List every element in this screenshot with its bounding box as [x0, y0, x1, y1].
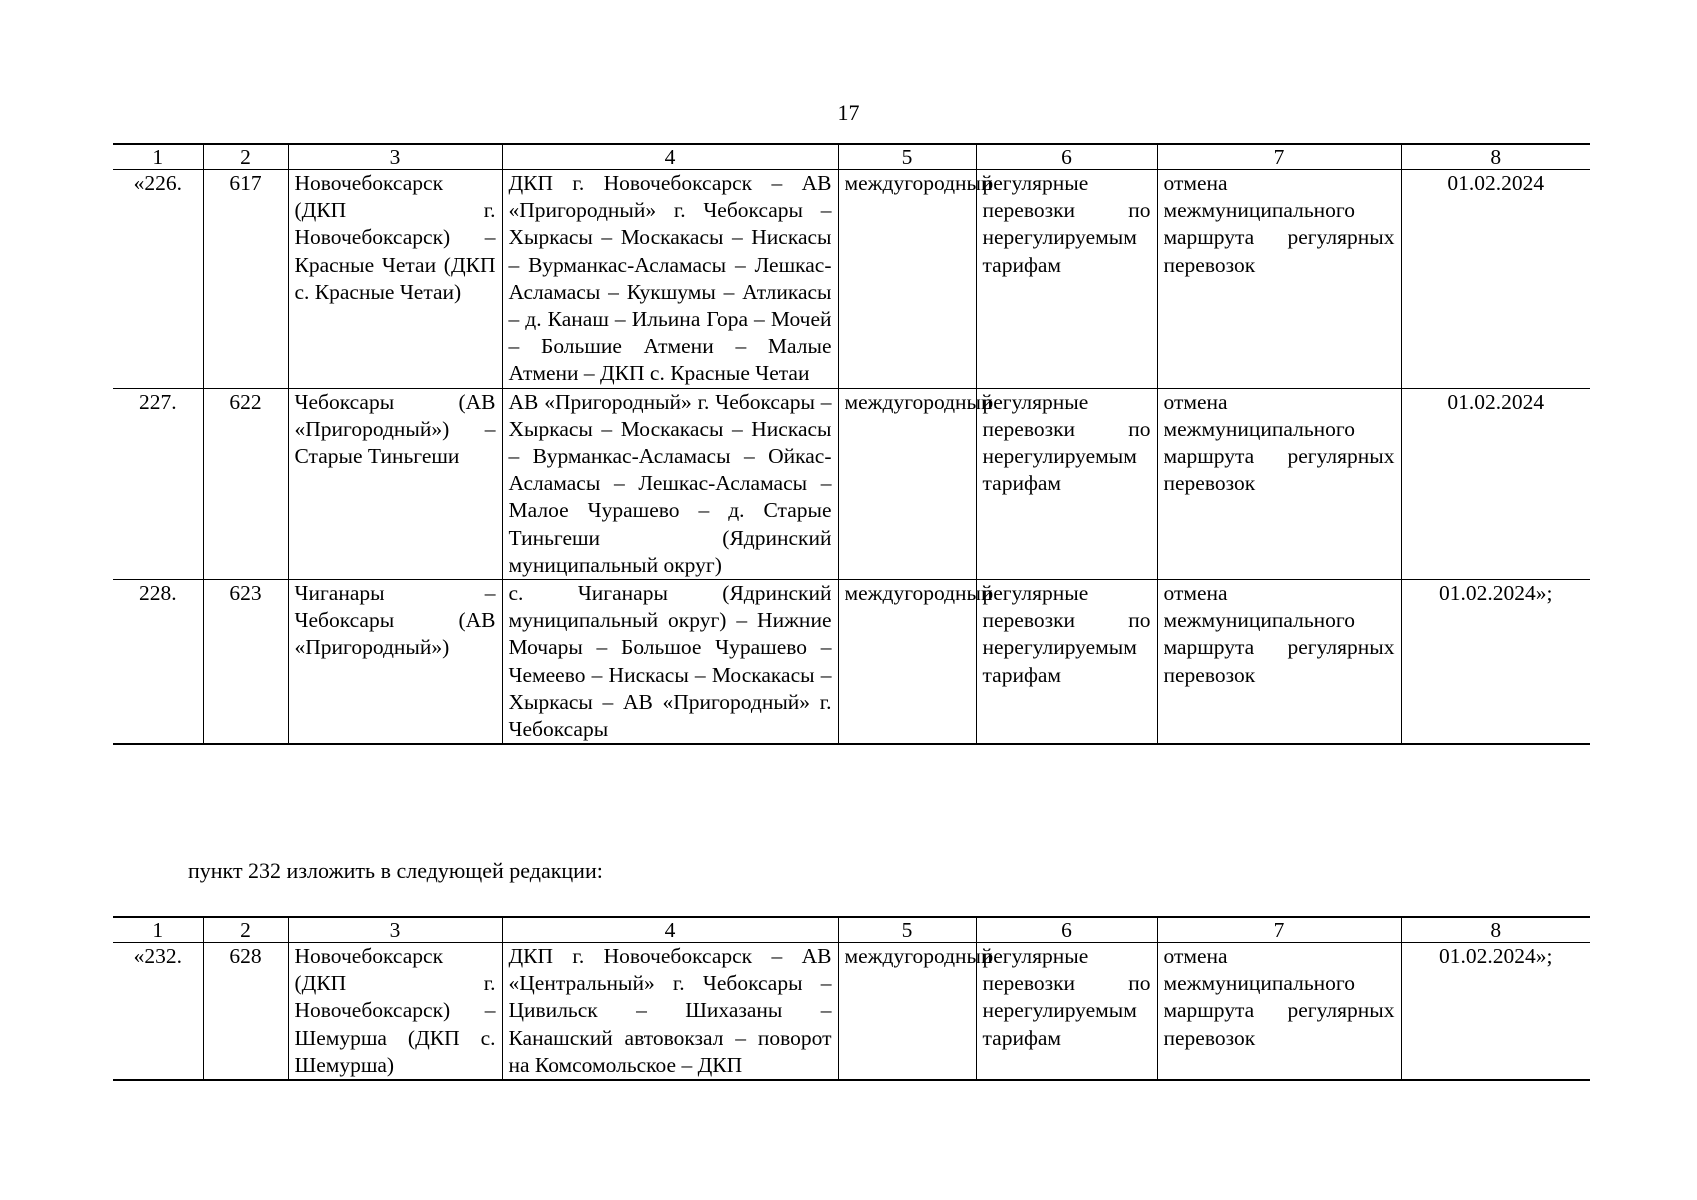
route-type-cell: междугородный — [838, 580, 976, 745]
item-number-cell: 227. — [113, 388, 203, 579]
table-row — [113, 388, 1590, 579]
column-number-row — [113, 144, 1590, 170]
route-type-cell: междугородный — [838, 170, 976, 389]
transport-mode-cell: регулярные перевозки по нерегулируемым тарифам — [976, 943, 1157, 1081]
table-row — [113, 943, 1590, 1081]
table-row — [113, 170, 1590, 389]
effective-date-cell: 01.02.2024»; — [1401, 580, 1590, 745]
column-number-header: 8 — [1401, 917, 1590, 943]
route-number-cell: 617 — [203, 170, 288, 389]
route-name-cell: Чиганары – Чебоксары (АВ «Пригородный») — [288, 580, 502, 745]
column-number-header: 4 — [502, 144, 838, 170]
route-path-cell: ДКП г. Новочебоксарск – АВ «Центральный» г. Чебоксары – Цивильск – Шихазаны – Канашский автовокзал – поворот на Комсомольское – ДКП — [502, 943, 838, 1081]
effective-date-cell: 01.02.2024 — [1401, 170, 1590, 389]
effective-date-cell: 01.02.2024»; — [1401, 943, 1590, 1081]
column-number-header: 1 — [113, 144, 203, 170]
route-name-cell: Новочебоксарск (ДКП г. Новочебоксарск) – Шемурша (ДКП с. Шемурша) — [288, 943, 502, 1081]
transport-mode-cell: регулярные перевозки по нерегулируемым тарифам — [976, 388, 1157, 579]
route-number-cell: 623 — [203, 580, 288, 745]
column-number-header: 5 — [838, 144, 976, 170]
column-number-row — [113, 917, 1590, 943]
column-number-header: 2 — [203, 144, 288, 170]
route-type-cell: междугородный — [838, 388, 976, 579]
column-number-header: 4 — [502, 917, 838, 943]
column-number-header: 3 — [288, 144, 502, 170]
effective-date-cell: 01.02.2024 — [1401, 388, 1590, 579]
page-number: 17 — [837, 100, 860, 125]
route-path-cell: ДКП г. Новочебоксарск – АВ «Пригородный» г. Чебоксары – Хыркасы – Москакасы – Нискасы – Вурманкас-Асламасы – Лешкас-Асламасы – Кукшумы – Атликасы – д. Канаш – Ильина Гора – Мочей – Большие Атмени – Малые Атмени – ДКП с. Красные Четаи — [502, 170, 838, 389]
change-type-cell: отмена межмуниципального маршрута регулярных перевозок — [1157, 388, 1401, 579]
column-number-header: 5 — [838, 917, 976, 943]
change-type-cell: отмена межмуниципального маршрута регулярных перевозок — [1157, 943, 1401, 1081]
change-type-cell: отмена межмуниципального маршрута регулярных перевозок — [1157, 170, 1401, 389]
column-number-header: 7 — [1157, 917, 1401, 943]
column-number-header: 1 — [113, 917, 203, 943]
item-number-cell: «232. — [113, 943, 203, 1081]
column-number-header: 2 — [203, 917, 288, 943]
route-type-cell: междугородный — [838, 943, 976, 1081]
routes-table — [113, 143, 1590, 745]
item-number-cell: 228. — [113, 580, 203, 745]
route-number-cell: 628 — [203, 943, 288, 1081]
table-row — [113, 580, 1590, 745]
transport-mode-cell: регулярные перевозки по нерегулируемым тарифам — [976, 170, 1157, 389]
route-path-cell: с. Чиганары (Ядринский муниципальный округ) – Нижние Мочары – Большое Чурашево – Чемеево – Нискасы – Москакасы – Хыркасы – АВ «Пригородный» г. Чебоксары — [502, 580, 838, 745]
column-number-header: 8 — [1401, 144, 1590, 170]
routes-table — [113, 916, 1590, 1081]
route-number-cell: 622 — [203, 388, 288, 579]
column-number-header: 3 — [288, 917, 502, 943]
transport-mode-cell: регулярные перевозки по нерегулируемым тарифам — [976, 580, 1157, 745]
item-number-cell: «226. — [113, 170, 203, 389]
change-type-cell: отмена межмуниципального маршрута регулярных перевозок — [1157, 580, 1401, 745]
route-path-cell: АВ «Пригородный» г. Чебоксары – Хыркасы – Москакасы – Нискасы – Вурманкас-Асламасы – Ойкас-Асламасы – Лешкас-Асламасы – Малое Чурашево – д. Старые Тиньгеши (Ядринский муниципальный округ) — [502, 388, 838, 579]
route-name-cell: Новочебоксарск (ДКП г. Новочебоксарск) – Красные Четаи (ДКП с. Красные Четаи) — [288, 170, 502, 389]
column-number-header: 6 — [976, 917, 1157, 943]
column-number-header: 7 — [1157, 144, 1401, 170]
amendment-instruction: пункт 232 изложить в следующей редакции: — [188, 858, 603, 883]
column-number-header: 6 — [976, 144, 1157, 170]
route-name-cell: Чебоксары (АВ «Пригородный») – Старые Тиньгеши — [288, 388, 502, 579]
